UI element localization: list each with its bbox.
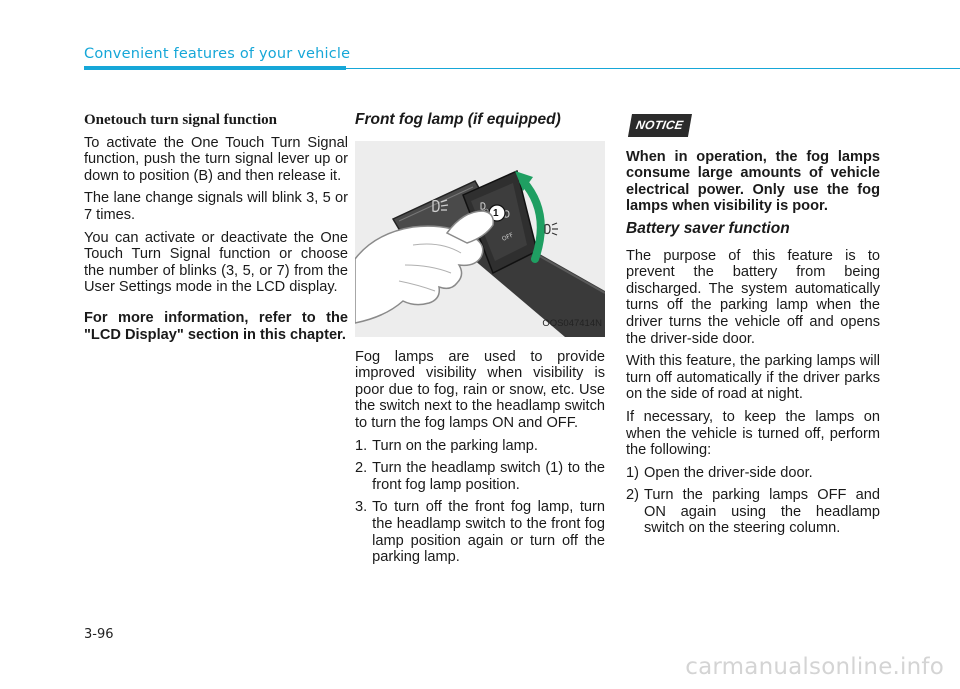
left-column (84, 112, 348, 349)
notice-badge: NOTICE (628, 114, 692, 137)
step-number: 1. (355, 437, 368, 454)
fog-lamp-heading: Front fog lamp (if equipped) (355, 111, 561, 128)
step-number: 1) (626, 464, 639, 481)
section-title: Convenient features of your vehicle (84, 46, 351, 62)
onetouch-heading: Onetouch turn signal function (84, 112, 277, 128)
page-number: 3-96 (84, 627, 114, 642)
header-rule-thin (346, 68, 960, 69)
battery-saver-heading: Battery saver function (626, 219, 790, 237)
step-text: To turn off the front fog lamp, turn the headlamp switch to the front fog lamp position again or turn off the parking lamp. (372, 499, 605, 566)
step-text: Turn on the parking lamp. (372, 437, 538, 454)
list-item (626, 465, 880, 482)
step-number: 2. (355, 460, 368, 477)
paragraph: You can activate or deactivate the One Touch Turn Signal function or choose the number of blinks (3, 5, or 7) from the User Settings mode in the LCD display. (84, 229, 348, 296)
paragraph: The purpose of this feature is to prevent the battery from being discharged. The system automatically turns off the parking lamp when the driver turns the vehicle off and opens the driver-side door. (626, 247, 880, 347)
fog-lamp-intro: Fog lamps are used to provide improved visibility when visibility is poor due to fog, rain or snow, etc. Use the switch next to the headlamp switch to turn the fog lamps ON and OFF. (355, 348, 605, 431)
svg-text:OFF: OFF (500, 231, 515, 243)
fog-lamp-switch-illustration (355, 141, 605, 337)
step-number: 2) (626, 487, 639, 504)
watermark: carmanualsonline.info (685, 654, 944, 680)
reference-note: For more information, refer to the "LCD Display" section in this chapter. (84, 309, 348, 343)
lever-hand-drawing (355, 141, 605, 337)
callout-number: 1 (493, 207, 499, 219)
paragraph: To activate the One Touch Turn Signal function, push the turn signal lever up or down to position (B) and then release it. (84, 134, 348, 184)
list-item (626, 487, 880, 537)
list-item (355, 438, 605, 455)
notice-text: When in operation, the fog lamps consume large amounts of vehicle electrical power. Only use the fog lamps when visibility is poor. (626, 148, 880, 215)
step-number: 3. (355, 499, 368, 516)
figure-code: OOS047414N (542, 318, 602, 329)
header-rule-thick (84, 66, 346, 70)
paragraph: The lane change signals will blink 3, 5 or 7 times. (84, 190, 348, 223)
paragraph: With this feature, the parking lamps will turn off automatically if the driver parks on the side of road at night. (626, 353, 880, 403)
step-text: Turn the parking lamps OFF and ON again using the headlamp switch on the steering column. (643, 487, 880, 537)
list-item (355, 499, 605, 565)
paragraph: If necessary, to keep the lamps on when the vehicle is turned off, perform the following: (626, 408, 880, 459)
middle-column (355, 112, 605, 572)
list-item (355, 460, 605, 493)
right-column (626, 114, 880, 543)
step-text: Turn the headlamp switch (1) to the front fog lamp position. (372, 460, 605, 493)
step-text: Open the driver-side door. (643, 464, 813, 481)
